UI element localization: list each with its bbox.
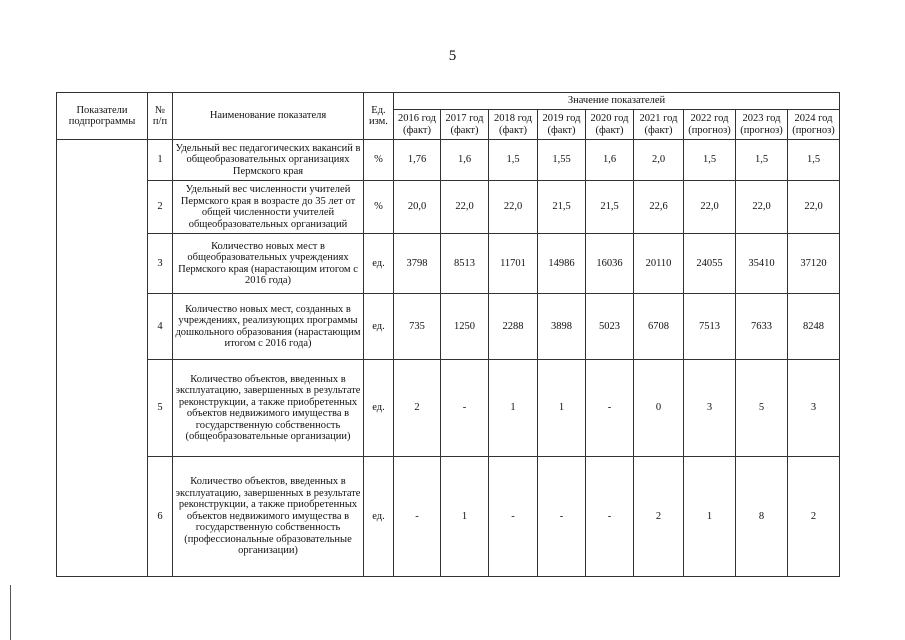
header-year-0 [394, 110, 441, 140]
header-unit: Ед. изм. [364, 93, 394, 140]
row-value: 24055 [684, 234, 736, 294]
row-value: 1 [489, 360, 538, 457]
header-year-kind: (прогноз) [740, 124, 783, 136]
header-year-7 [736, 110, 788, 140]
row-unit: ед. [364, 360, 394, 457]
header-year-kind: (факт) [498, 124, 527, 136]
row-value: 8248 [788, 294, 840, 360]
row-value: - [538, 457, 586, 577]
table-row [57, 181, 840, 234]
row-value: 22,0 [736, 181, 788, 234]
header-values: Значение показателей [394, 93, 840, 110]
row-value: 1 [684, 457, 736, 577]
row-value: 1,5 [736, 140, 788, 181]
row-name: Количество новых мест, созданных в учреждениях, реализующих программы дошкольного образования (нарастающим итогом с 2016 года) [173, 294, 364, 360]
header-year-kind: (факт) [547, 124, 576, 136]
row-value: 7633 [736, 294, 788, 360]
row-value: - [394, 457, 441, 577]
page-number: 5 [448, 48, 457, 64]
row-value: 37120 [788, 234, 840, 294]
header-year-3 [538, 110, 586, 140]
row-num: 5 [148, 360, 173, 457]
header-subprogram: Показатели подпрограммы [57, 93, 148, 140]
row-value: 21,5 [586, 181, 634, 234]
row-value: 2 [394, 360, 441, 457]
row-value: 735 [394, 294, 441, 360]
row-value: 22,0 [788, 181, 840, 234]
row-value: 1 [538, 360, 586, 457]
row-unit: % [364, 140, 394, 181]
header-year-1 [441, 110, 489, 140]
row-name: Удельный вес педагогических вакансий в общеобразовательных организациях Пермского края [173, 140, 364, 181]
row-num: 1 [148, 140, 173, 181]
row-value: 2288 [489, 294, 538, 360]
scan-edge-line [10, 585, 11, 640]
header-year-label: 2024 год [794, 113, 833, 124]
header-year-label: 2021 год [639, 113, 678, 124]
row-unit: ед. [364, 457, 394, 577]
header-year-kind: (прогноз) [792, 124, 835, 136]
row-value: 21,5 [538, 181, 586, 234]
row-value: - [586, 360, 634, 457]
header-year-2 [489, 110, 538, 140]
table-row [57, 457, 840, 577]
header-year-kind: (прогноз) [688, 124, 731, 136]
header-year-5 [634, 110, 684, 140]
row-name: Количество объектов, введенных в эксплуатацию, завершенных в результате реконструкции, а также приобретенных объектов недвижимого имущества в государственную собственность (профессиональные образовательные организации) [173, 457, 364, 577]
row-num: 4 [148, 294, 173, 360]
row-value: 6708 [634, 294, 684, 360]
header-year-8 [788, 110, 840, 140]
row-num: 6 [148, 457, 173, 577]
row-num: 3 [148, 234, 173, 294]
row-value: 1,76 [394, 140, 441, 181]
row-value: 1,5 [788, 140, 840, 181]
header-num: № п/п [148, 93, 173, 140]
row-unit: % [364, 181, 394, 234]
row-name: Количество объектов, введенных в эксплуатацию, завершенных в результате реконструкции, а также приобретенных объектов недвижимого имущества в государственную собственность (общеобразовательные организации) [173, 360, 364, 457]
header-name: Наименование показателя [173, 93, 364, 140]
row-value: 2 [788, 457, 840, 577]
row-value: 8513 [441, 234, 489, 294]
header-year-label: 2020 год [590, 113, 629, 124]
header-year-kind: (факт) [595, 124, 624, 136]
row-value: 22,0 [684, 181, 736, 234]
row-value: 20110 [634, 234, 684, 294]
row-value: - [586, 457, 634, 577]
row-value: 7513 [684, 294, 736, 360]
row-value: 1,55 [538, 140, 586, 181]
header-year-label: 2016 год [398, 113, 436, 124]
row-value: 3 [684, 360, 736, 457]
row-value: 1 [441, 457, 489, 577]
header-year-label: 2017 год [445, 113, 484, 124]
header-year-label: 2023 год [742, 113, 781, 124]
row-value: 8 [736, 457, 788, 577]
table-row [57, 294, 840, 360]
header-year-kind: (факт) [450, 124, 479, 136]
row-value: 11701 [489, 234, 538, 294]
indicators-table [56, 92, 840, 577]
row-value: 35410 [736, 234, 788, 294]
header-year-label: 2022 год [690, 113, 729, 124]
row-value: 22,6 [634, 181, 684, 234]
row-value: 1250 [441, 294, 489, 360]
row-value: 16036 [586, 234, 634, 294]
row-num: 2 [148, 181, 173, 234]
row-value: 20,0 [394, 181, 441, 234]
row-value: 1,6 [586, 140, 634, 181]
row-unit: ед. [364, 234, 394, 294]
table-row [57, 234, 840, 294]
row-value: 0 [634, 360, 684, 457]
row-value: - [489, 457, 538, 577]
row-value: 3898 [538, 294, 586, 360]
header-year-6 [684, 110, 736, 140]
header-year-label: 2019 год [542, 113, 581, 124]
row-value: 1,5 [489, 140, 538, 181]
row-value: 1,5 [684, 140, 736, 181]
table-row [57, 140, 840, 181]
row-name: Удельный вес численности учителей Пермского края в возрасте до 35 лет от общей численности учителей общеобразовательных организаций [173, 181, 364, 234]
row-unit: ед. [364, 294, 394, 360]
row-value: 2 [634, 457, 684, 577]
header-year-4 [586, 110, 634, 140]
row-name: Количество новых мест в общеобразовательных учреждениях Пермского края (нарастающим итогом с 2016 года) [173, 234, 364, 294]
row-value: 5023 [586, 294, 634, 360]
row-value: 3 [788, 360, 840, 457]
table-row [57, 360, 840, 457]
header-year-label: 2018 год [494, 113, 532, 124]
header-year-kind: (факт) [402, 124, 431, 136]
header-year-kind: (факт) [644, 124, 673, 136]
row-value: 14986 [538, 234, 586, 294]
row-value: 5 [736, 360, 788, 457]
row-value: 3798 [394, 234, 441, 294]
subprogram-cell [57, 140, 148, 577]
row-value: 22,0 [441, 181, 489, 234]
row-value: - [441, 360, 489, 457]
row-value: 22,0 [489, 181, 538, 234]
row-value: 2,0 [634, 140, 684, 181]
row-value: 1,6 [441, 140, 489, 181]
